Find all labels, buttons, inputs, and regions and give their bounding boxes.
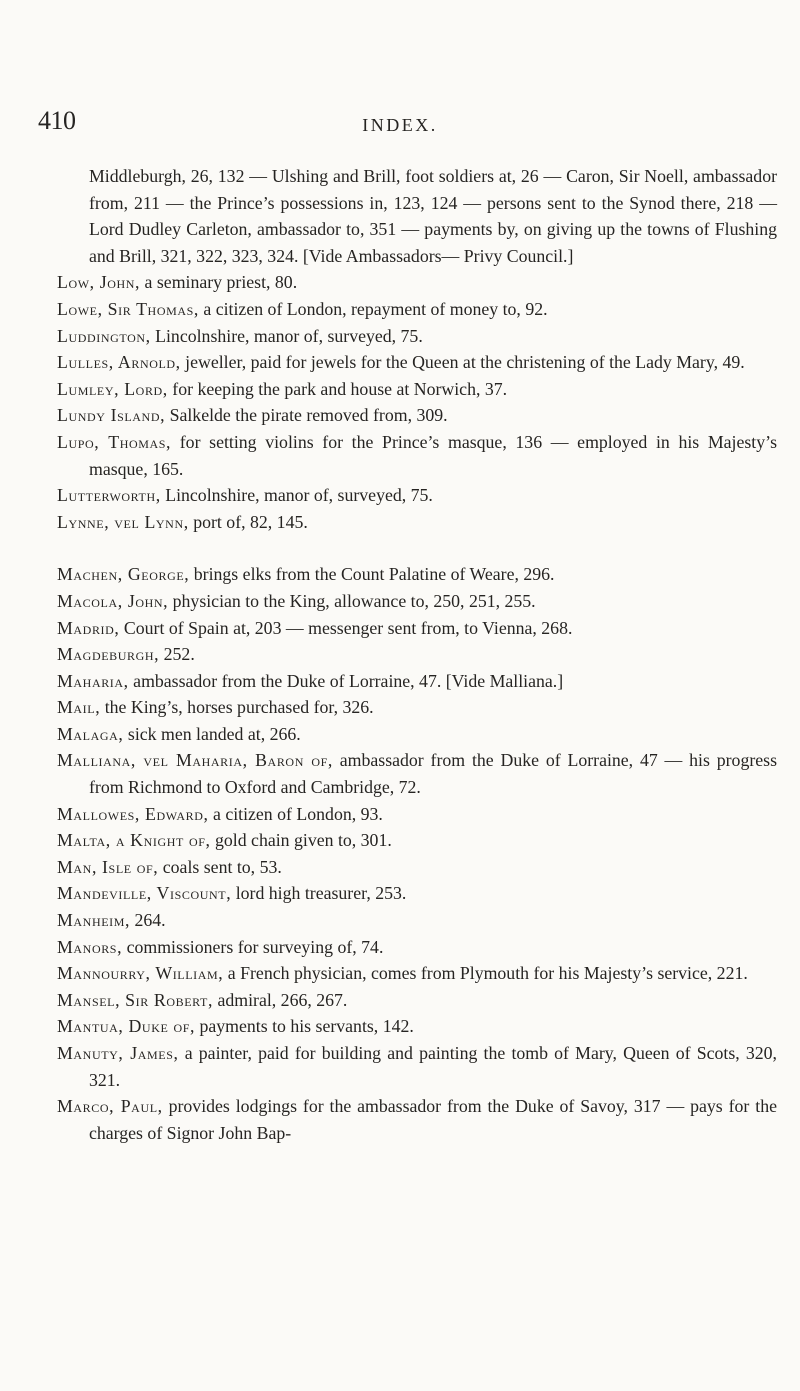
page-number: 410 xyxy=(38,106,76,135)
index-entry: Malliana, vel Maharia, Baron of, ambassador from the Duke of Lorraine, 47 — his progress from Richmond to Oxford and Cambridge, 72. xyxy=(57,750,777,798)
index-entry: Lumley, Lord, for keeping the park and house at Norwich, 37. xyxy=(57,378,508,399)
index-entry: Mandeville, Viscount, lord high treasurer, 253. xyxy=(57,883,407,904)
index-entry: Mantua, Duke of, payments to his servants, 142. xyxy=(57,1016,414,1037)
index-entry: Mannourry, William, a French physician, comes from Plymouth for his Majesty’s service, 221. xyxy=(57,963,748,984)
index-entry: Lupo, Thomas, for setting violins for the Prince’s masque, 136 — employed in his Majesty’s masque, 165. xyxy=(57,431,777,479)
index-entry: Lowe, Sir Thomas, a citizen of London, repayment of money to, 92. xyxy=(57,298,548,319)
index-entry: Middleburgh, 26, 132 — Ulshing and Brill, foot soldiers at, 26 — Caron, Sir Noell, ambassador from, 211 — the Prince’s possessions in, 123, 124 — persons sent to the Synod there, 218 — Lord Dudley Carleton, ambassador to, 351 — payments by, on giving up the towns of Flushing and Brill, 321, 322, 323, 324. [Vide Ambassadors— Privy Council.] xyxy=(89,166,777,266)
index-entry: Manuty, James, a painter, paid for building and painting the tomb of Mary, Queen of Scots, 320, 321. xyxy=(57,1043,777,1090)
index-entry: Mallowes, Edward, a citizen of London, 93. xyxy=(57,803,383,824)
index-entry: Magdeburgh, 252. xyxy=(57,644,195,665)
index-entry: Marco, Paul, provides lodgings for the ambassador from the Duke of Savoy, 317 — pays for the charges of Signor John Bap- xyxy=(57,1096,777,1143)
index-entry: Manors, commissioners for surveying of, 74. xyxy=(57,936,384,957)
index-entry: Maharia, ambassador from the Duke of Lorraine, 47. [Vide Malliana.] xyxy=(57,670,564,691)
index-entry: Madrid, Court of Spain at, 203 — messenger sent from, to Vienna, 268. xyxy=(57,617,573,638)
index-entry: Lulles, Arnold, jeweller, paid for jewels for the Queen at the christening of the Lady Mary, 49. xyxy=(57,352,745,373)
index-entry: Mail, the King’s, horses purchased for, 326. xyxy=(57,697,374,718)
index-entry: Manheim, 264. xyxy=(57,910,166,931)
index-entry: Malta, a Knight of, gold chain given to, 301. xyxy=(57,830,392,851)
index-entry: Lynne, vel Lynn, port of, 82, 145. xyxy=(57,511,308,532)
index-entry: Mansel, Sir Robert, admiral, 266, 267. xyxy=(57,989,348,1010)
running-head: INDEX. xyxy=(362,115,438,135)
index-entry: Lutterworth, Lincolnshire, manor of, surveyed, 75. xyxy=(57,485,433,506)
index-entry: Macola, John, physician to the King, allowance to, 250, 251, 255. xyxy=(57,590,536,611)
index-entry: Luddington, Lincolnshire, manor of, surveyed, 75. xyxy=(57,325,423,346)
index-entry: Man, Isle of, coals sent to, 53. xyxy=(57,856,282,877)
index-entry: Lundy Island, Salkelde the pirate removed from, 309. xyxy=(57,405,448,426)
index-entry: Machen, George, brings elks from the Count Palatine of Weare, 296. xyxy=(57,564,555,585)
index-entries xyxy=(57,163,777,1146)
index-entry: Malaga, sick men landed at, 266. xyxy=(57,723,301,744)
index-entry: Low, John, a seminary priest, 80. xyxy=(57,272,298,293)
